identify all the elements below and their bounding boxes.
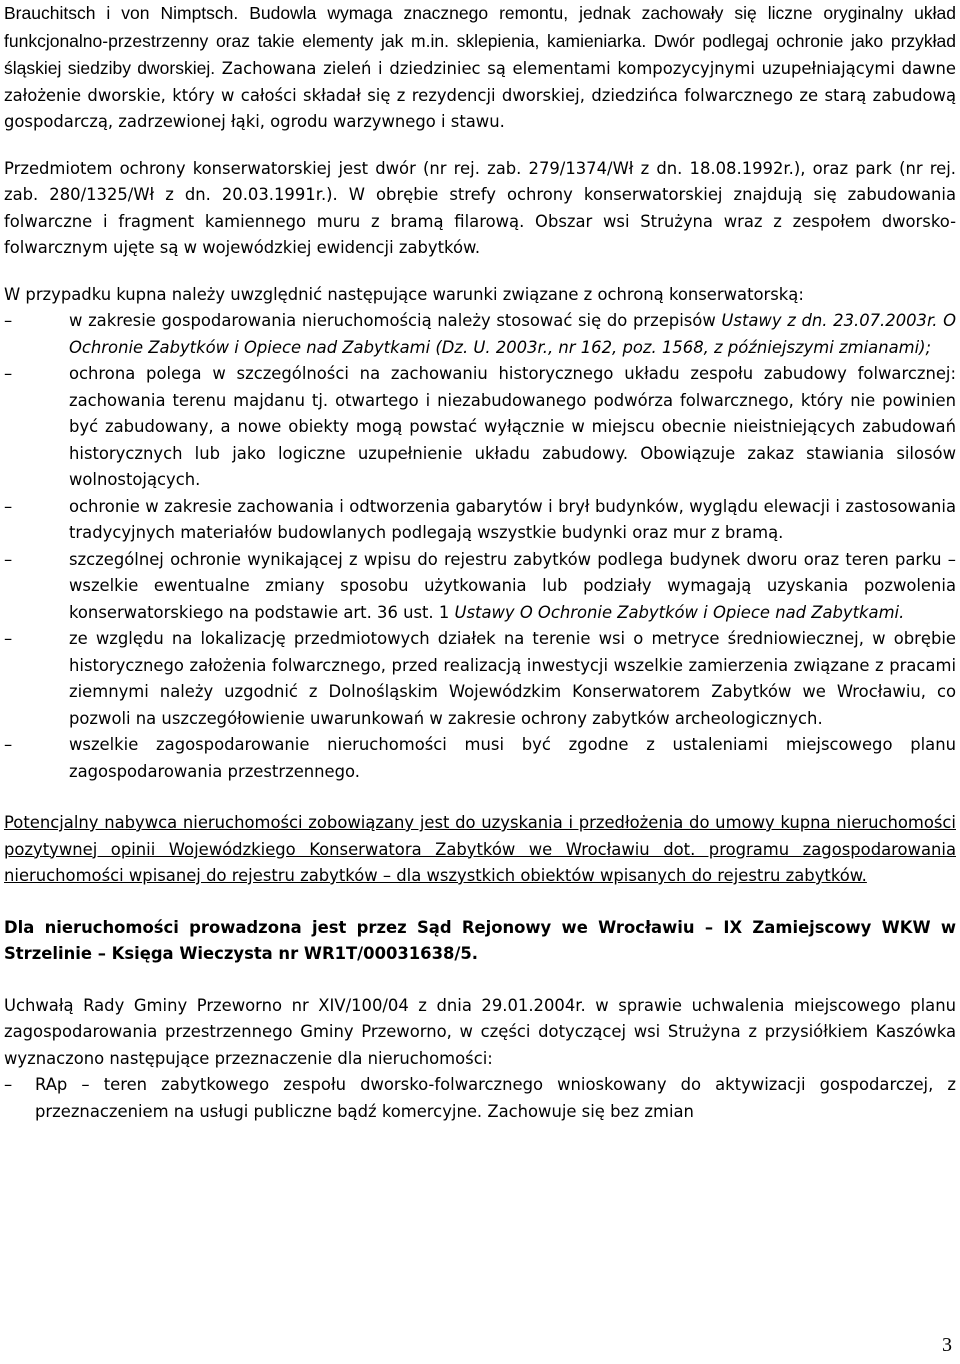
- list-item: [4, 494, 956, 547]
- list-item: [4, 732, 956, 785]
- condition-4-law-reference: Ustawy O Ochronie Zabytków i Opiece nad Zabytkami.: [454, 602, 905, 622]
- condition-6-text: wszelkie zagospodarowanie nieruchomości musi być zgodne z ustaleniami miejscowego planu zagospodarowania przestrzennego.: [69, 735, 956, 781]
- paragraph-zoning-resolution: Uchwałą Rady Gminy Przeworno nr XIV/100/04 z dnia 29.01.2004r. w sprawie uchwalenia miejscowego planu zagospodarowania przestrzennego Gminy Przeworno, w części dotyczącej wsi Strużyna z przysiółkiem Kaszówka wyznaczono następujące przeznaczenie dla nieruchomości:: [4, 995, 956, 1068]
- condition-4-text: szczególnej ochronie wynikającej z wpisu do rejestru zabytków podlega budynek dworu oraz teren parku – wszelkie ewentualne zmiany sposobu użytkowania lub podziały wymagają uzyskania pozwolenia konserwatorskiego na podstawie art. 36 ust. 1: [69, 549, 956, 622]
- document-page: [4, 0, 956, 1125]
- list-item: [4, 547, 956, 627]
- paragraph-manor-description: [4, 0, 956, 136]
- dash-bullet: –: [4, 364, 13, 383]
- dash-bullet: –: [4, 311, 13, 330]
- paragraph-land-register: Dla nieruchomości prowadzona jest przez Sąd Rejonowy we Wrocławiu – IX Zamiejscowy WKW w Strzelinie – Księga Wieczysta nr WR1T/00031638/5.: [4, 917, 956, 963]
- dash-bullet: –: [4, 1075, 13, 1094]
- condition-3-text: ochronie w zakresie zachowania i odtworzenia gabarytów i brył budynków, wyglądu elewacji i zastosowania tradycyjnych materiałów budowlanych podlegają wszystkie budynki oraz mur z bramą.: [69, 496, 956, 542]
- page-number: 3: [942, 1333, 952, 1356]
- paragraph-buyer-obligation: Potencjalny nabywca nieruchomości zobowiązany jest do uzyskania i przedłożenia do umowy kupna nieruchomości pozytywnej opinii Wojewódzkiego Konserwatora Zabytków we Wrocławiu dot. programu zagospodarowania nieruchomości wpisanej do rejestru zabytków – dla wszystkich obiektów wpisanych do rejestru zabytków.: [4, 813, 956, 885]
- dash-bullet: –: [4, 629, 13, 648]
- list-item: [4, 1072, 956, 1125]
- list-item: [4, 308, 956, 361]
- list-item: [4, 361, 956, 494]
- zoning-item-text: RAp – teren zabytkowego zespołu dworsko-folwarcznego wnioskowany do aktywizacji gospodarczej, z przeznaczeniem na usługi publiczne bądź komercyjne. Zachowuje się bez zmian: [35, 1075, 956, 1121]
- conditions-list: [4, 308, 956, 785]
- list-item: [4, 626, 956, 732]
- condition-1-law-reference: Ustawy z dn. 23.07.2003r. O Ochronie Zabytków i Opiece nad Zabytkami (Dz. U. 2003r., nr 162, poz. 1568, z późniejszymi zmianami);: [69, 311, 956, 357]
- condition-5-text: ze względu na lokalizację przedmiotowych działek na terenie wsi o metryce średniowiecznej, w obrębie historycznego założenia folwarcznego, przed realizacją inwestycji wszelkie zamierzenia związane z pracami ziemnymi należy uzgodnić z Dolnośląskim Wojewódzkim Konserwatorem Zabytków we Wrocławiu, co pozwoli na uszczegółowienie uwarunkowań w zakresie ochrony zabytków archeologicznych.: [69, 629, 956, 728]
- dash-bullet: –: [4, 735, 13, 754]
- condition-1-text: w zakresie gospodarowania nieruchomością należy stosować się do przepisów: [69, 311, 722, 330]
- dash-bullet: –: [4, 496, 13, 516]
- paragraph-manor-description-a: Brauchitsch i von Nimptsch. Budowla wymaga znacznego remontu, jednak zachowały się liczne oryginalny układ funkcjonalno-przestrzenny oraz takie elementy jak m.in. sklepienia, kamieniarka. Dwór podlegaj ochronie jako przykład śląskiej siedziby dworskiej.: [4, 3, 956, 78]
- condition-2-text: ochrona polega w szczególności na zachowaniu historycznego układu zespołu zabudowy folwarcznej: zachowania terenu majdanu tj. otwartego i niezabudowanego podwórza folwarcznego, który nie powinien być zabudowany, a nowe obiekty mogą powstać wyłącznie w miejscu obecnie nieistniejących zabudowań historycznych lub jako logiczne uzupełnienie układu zabudowy. Obowiązuje zakaz stawiania silosów wolnostojących.: [69, 364, 956, 489]
- dash-bullet: –: [4, 549, 13, 569]
- paragraph-protection-subject: Przedmiotem ochrony konserwatorskiej jest dwór (nr rej. zab. 279/1374/Wł z dn. 18.08.1992r.), oraz park (nr rej. zab. 280/1325/Wł z dn. 20.03.1991r.). W obrębie strefy ochrony konserwatorskiej znajdują się zabudowania folwarczne i fragment kamiennego muru z bramą filarową. Obszar wsi Strużyna wraz z zespołem dworsko-folwarcznym ujęte są w wojewódzkiej ewidencji zabytków.: [4, 158, 956, 257]
- paragraph-manor-description-b: Zachowana zieleń i dziedziniec są elementami kompozycyjnymi uzupełniającymi dawne założenie dworskie, który w całości składał się z rezydencji dworskiej, dziedzińca folwarcznego ze starą zabudową gospodarczą, zadrzewionej łąki, ogrodu warzywnego i stawu.: [4, 59, 956, 131]
- paragraph-conditions-intro: W przypadku kupna należy uwzględnić następujące warunki związane z ochroną konserwatorską:: [4, 284, 804, 304]
- zoning-list: [4, 1072, 956, 1125]
